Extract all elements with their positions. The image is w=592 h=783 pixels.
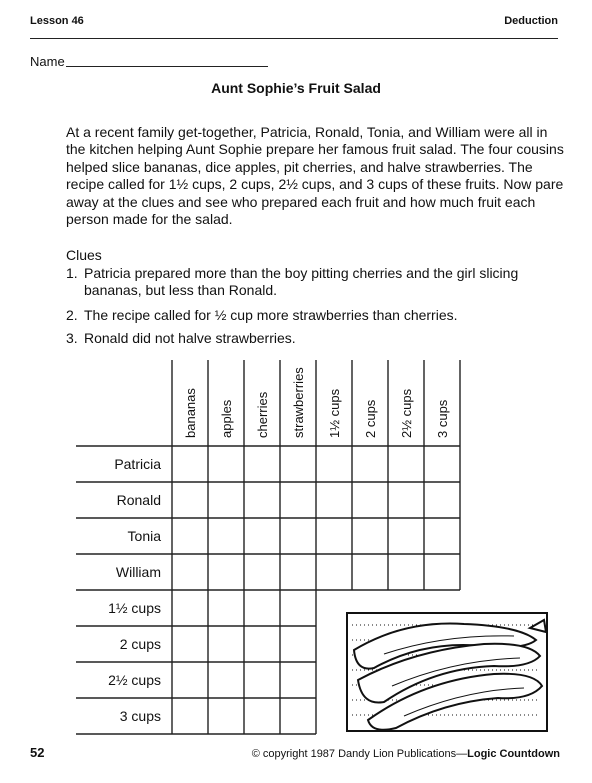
grid-cell[interactable] [209, 663, 243, 697]
grid-cell[interactable] [353, 447, 387, 481]
grid-cell[interactable] [209, 555, 243, 589]
clue-number: 3. [66, 330, 78, 346]
intro-paragraph: At a recent family get-together, Patricia, Ronald, Tonia, and William were all in the kitchen helping Aunt Sophie prepare her famous fruit salad. The four cousins helped slice bananas, dice apples, pit cherries, and halve strawberries. The recipe called for 1½ cups, 2 cups, 2½ cups, and 3 cups of these fruits. Now pare away at the clues and see who prepared each fruit and how much fruit each person made for the salad. [66, 124, 564, 228]
grid-cell[interactable] [173, 591, 207, 625]
grid-cell[interactable] [209, 591, 243, 625]
grid-column-label: 2 cups [362, 399, 378, 438]
grid-cell[interactable] [245, 663, 279, 697]
grid-cell[interactable] [281, 591, 315, 625]
grid-cell[interactable] [281, 663, 315, 697]
grid-cell[interactable] [425, 447, 459, 481]
clue-text: Ronald did not halve strawberries. [84, 330, 296, 346]
grid-cell[interactable] [173, 555, 207, 589]
grid-cell[interactable] [425, 555, 459, 589]
grid-cell[interactable] [245, 699, 279, 733]
clue-text: Patricia prepared more than the boy pitting cherries and the girl slicing bananas, but less than Ronald. [84, 265, 519, 298]
clue-number: 1. [66, 265, 78, 281]
grid-cell[interactable] [281, 483, 315, 517]
grid-cell[interactable] [389, 447, 423, 481]
grid-row-label: Patricia [114, 456, 161, 472]
grid-cell[interactable] [245, 447, 279, 481]
grid-cell[interactable] [209, 447, 243, 481]
grid-cell[interactable] [245, 591, 279, 625]
page-title: Aunt Sophie’s Fruit Salad [211, 80, 381, 96]
grid-cell[interactable] [353, 555, 387, 589]
grid-cell[interactable] [317, 555, 351, 589]
name-label: Name [30, 54, 65, 69]
grid-cell[interactable] [209, 519, 243, 553]
grid-cell[interactable] [173, 483, 207, 517]
grid-column-label: apples [218, 399, 234, 438]
grid-column-label: bananas [182, 388, 198, 438]
grid-cell[interactable] [173, 447, 207, 481]
grid-cell[interactable] [173, 627, 207, 661]
copyright-text: © copyright 1987 Dandy Lion Publications— [251, 748, 468, 760]
page-number: 52 [30, 745, 45, 760]
grid-cell[interactable] [281, 699, 315, 733]
grid-cell[interactable] [173, 663, 207, 697]
grid-cell[interactable] [209, 699, 243, 733]
grid-cell[interactable] [173, 699, 207, 733]
grid-cell[interactable] [425, 483, 459, 517]
lesson-category: Deduction [504, 15, 558, 27]
grid-row-label: 2½ cups [108, 672, 161, 688]
grid-column-label: strawberries [290, 367, 306, 438]
clue-number: 2. [66, 307, 78, 323]
grid-column-label: cherries [254, 391, 270, 438]
grid-cell[interactable] [209, 627, 243, 661]
grid-row-label: Tonia [127, 528, 161, 544]
grid-row-label: 1½ cups [108, 600, 161, 616]
grid-cell[interactable] [425, 519, 459, 553]
grid-cell[interactable] [317, 447, 351, 481]
grid-cell[interactable] [317, 519, 351, 553]
grid-cell[interactable] [173, 519, 207, 553]
grid-cell[interactable] [245, 627, 279, 661]
grid-cell[interactable] [245, 483, 279, 517]
grid-column-label: 1½ cups [326, 388, 342, 438]
copyright-line [150, 748, 560, 760]
grid-column-label: 2½ cups [398, 388, 414, 438]
grid-cell[interactable] [281, 555, 315, 589]
grid-cell[interactable] [353, 483, 387, 517]
clue-text: The recipe called for ½ cup more strawberries than cherries. [84, 307, 458, 323]
grid-cell[interactable] [245, 555, 279, 589]
lesson-number: Lesson 46 [30, 15, 84, 27]
grid-cell[interactable] [389, 519, 423, 553]
grid-cell[interactable] [209, 483, 243, 517]
grid-cell[interactable] [281, 519, 315, 553]
clues-heading: Clues [66, 247, 102, 263]
grid-cell[interactable] [281, 627, 315, 661]
grid-row-label: Ronald [116, 492, 161, 508]
grid-row-label: 3 cups [119, 708, 161, 724]
book-title: Logic Countdown [467, 748, 560, 760]
grid-row-label: 2 cups [119, 636, 161, 652]
grid-cell[interactable] [389, 483, 423, 517]
bananas-illustration-icon [344, 610, 550, 734]
grid-cell[interactable] [245, 519, 279, 553]
grid-cell[interactable] [317, 483, 351, 517]
grid-cell[interactable] [281, 447, 315, 481]
grid-column-label: 3 cups [434, 399, 450, 438]
grid-cell[interactable] [353, 519, 387, 553]
grid-cell[interactable] [389, 555, 423, 589]
grid-row-label: William [115, 564, 161, 580]
